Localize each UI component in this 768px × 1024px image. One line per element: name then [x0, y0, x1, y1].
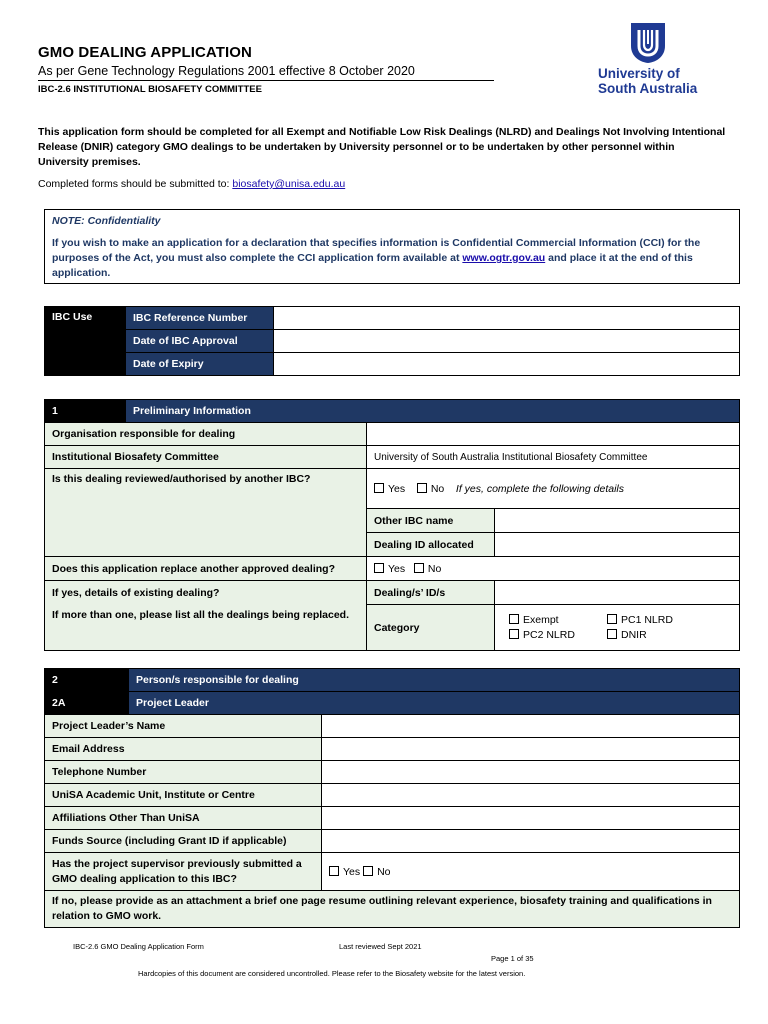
- telephone-number-label: Telephone Number: [45, 761, 322, 784]
- category-dnir-label: DNIR: [621, 628, 647, 641]
- submit-instruction: [38, 178, 345, 190]
- footer-reviewed: Last reviewed Sept 2021: [339, 942, 422, 951]
- replace-options: [367, 557, 740, 581]
- logo-line-2: South Australia: [598, 81, 698, 96]
- section-1-table: [44, 399, 740, 651]
- category-pc2-nlrd-label: PC2 NLRD: [523, 628, 575, 641]
- section-2-table: [44, 668, 740, 928]
- category-pc2-nlrd-checkbox[interactable]: [509, 629, 519, 639]
- footer-page-number: Page 1 of 35: [491, 954, 534, 963]
- section-2a-title: Project Leader: [129, 692, 740, 715]
- ibc-name-label: Institutional Biosafety Committee: [45, 446, 367, 469]
- logo-line-1: University of: [598, 66, 680, 81]
- telephone-number-field[interactable]: [322, 761, 740, 784]
- supervisor-yes-checkbox[interactable]: [329, 866, 339, 876]
- supervisor-yes-label: Yes: [343, 865, 361, 878]
- reviewed-by-other-ibc-label: Is this dealing reviewed/authorised by another IBC?: [45, 469, 367, 557]
- dealings-ids-field[interactable]: [495, 581, 740, 605]
- reviewed-options: [367, 469, 740, 509]
- section-2-title: Person/s responsible for dealing: [129, 669, 740, 692]
- other-ibc-name-label: Other IBC name: [367, 509, 495, 533]
- supervisor-no-label: No: [377, 865, 391, 878]
- unisa-shield-icon: [630, 22, 666, 64]
- project-leader-name-label: Project Leader’s Name: [45, 715, 322, 738]
- ibc-expiry-date-label: Date of Expiry: [126, 353, 274, 376]
- category-exempt-checkbox[interactable]: [509, 614, 519, 624]
- affiliations-label: Affiliations Other Than UniSA: [45, 807, 322, 830]
- email-address-label: Email Address: [45, 738, 322, 761]
- replace-yes-checkbox[interactable]: [374, 563, 384, 573]
- replace-no-checkbox[interactable]: [414, 563, 424, 573]
- ibc-expiry-date-field[interactable]: [274, 353, 740, 376]
- ibc-reference-label: IBC Reference Number: [126, 307, 274, 330]
- ibc-name-value[interactable]: University of South Australia Institutional Biosafety Committee: [367, 446, 740, 469]
- ogtr-link[interactable]: www.ogtr.gov.au: [462, 252, 546, 264]
- document-subtitle: As per Gene Technology Regulations 2001 effective 8 October 2020: [38, 64, 494, 81]
- category-options: [495, 605, 740, 651]
- category-label: Category: [367, 605, 495, 651]
- dealing-id-allocated-label: Dealing ID allocated: [367, 533, 495, 557]
- existing-dealing-cell: [45, 581, 367, 651]
- email-address-field[interactable]: [322, 738, 740, 761]
- section-1-number: 1: [45, 400, 126, 423]
- academic-unit-field[interactable]: [322, 784, 740, 807]
- category-pc1-nlrd-checkbox[interactable]: [607, 614, 617, 624]
- if-yes-instruction: If yes, complete the following details: [455, 482, 625, 495]
- ibc-use-table: [44, 306, 740, 376]
- ibc-approval-date-field[interactable]: [274, 330, 740, 353]
- section-2a-number: 2A: [45, 692, 129, 715]
- reviewed-yes-checkbox[interactable]: [374, 483, 384, 493]
- reviewed-yes-label: Yes: [388, 482, 406, 495]
- more-than-one-label: If more than one, please list all the dealings being replaced.: [52, 609, 349, 621]
- affiliations-field[interactable]: [322, 807, 740, 830]
- footer-form-name: IBC-2.6 GMO Dealing Application Form: [73, 942, 204, 951]
- note-body: If you wish to make an application for a declaration that specifies information is Confidential Commercial Information (CCI) for the purposes of the Act, you must also complete the CCI application form available at www.ogtr.gov.au and place it at the end of this application.: [52, 237, 701, 279]
- note-heading: NOTE: Confidentiality: [52, 215, 161, 227]
- replace-no-label: No: [427, 562, 442, 575]
- resume-note: If no, please provide as an attachment a brief one page resume outlining relevant experience, biosafety training and qualifications in relation to GMO work.: [45, 891, 740, 928]
- ibc-reference-field[interactable]: [274, 307, 740, 330]
- academic-unit-label: UniSA Academic Unit, Institute or Centre: [45, 784, 322, 807]
- other-ibc-name-field[interactable]: [495, 509, 740, 533]
- funds-source-label: Funds Source (including Grant ID if applicable): [45, 830, 322, 853]
- dealings-ids-label: Dealing/s’ ID/s: [367, 581, 495, 605]
- org-responsible-field[interactable]: [367, 423, 740, 446]
- section-2-number: 2: [45, 669, 129, 692]
- reviewed-no-checkbox[interactable]: [417, 483, 427, 493]
- footer-disclaimer: Hardcopies of this document are considered uncontrolled. Please refer to the Biosafety website for the latest version.: [138, 969, 526, 978]
- ibc-approval-date-label: Date of IBC Approval: [126, 330, 274, 353]
- supervisor-options: [322, 853, 740, 891]
- submit-email-link[interactable]: biosafety@unisa.edu.au: [232, 178, 346, 190]
- replace-dealing-label: Does this application replace another approved dealing?: [45, 557, 367, 581]
- project-leader-name-field[interactable]: [322, 715, 740, 738]
- section-1-title: Preliminary Information: [126, 400, 740, 423]
- document-title: GMO DEALING APPLICATION: [38, 44, 252, 61]
- dealing-id-allocated-field[interactable]: [495, 533, 740, 557]
- category-exempt-label: Exempt: [523, 613, 559, 626]
- category-dnir-checkbox[interactable]: [607, 629, 617, 639]
- intro-paragraph: This application form should be completed for all Exempt and Notifiable Low Risk Dealings (NLRD) and Dealings Not Involving Intentional Release (DNIR) category GMO dealings to be undertaken by University personnel or to be undertaken by other personnel within University premises.: [38, 126, 726, 168]
- existing-dealing-label: If yes, details of existing dealing?: [52, 587, 220, 599]
- supervisor-submitted-label: Has the project supervisor previously submitted a GMO dealing application to this IBC?: [45, 853, 322, 891]
- committee-subheading: IBC-2.6 INSTITUTIONAL BIOSAFETY COMMITTEE: [38, 84, 262, 95]
- supervisor-no-checkbox[interactable]: [363, 866, 373, 876]
- document-header: [38, 44, 494, 95]
- funds-source-field[interactable]: [322, 830, 740, 853]
- org-responsible-label: Organisation responsible for dealing: [45, 423, 367, 446]
- confidentiality-note: [44, 209, 740, 284]
- university-logo: [598, 22, 708, 96]
- replace-yes-label: Yes: [388, 562, 406, 575]
- submit-label: Completed forms should be submitted to:: [38, 178, 233, 190]
- ibc-use-label: IBC Use: [45, 307, 126, 376]
- reviewed-no-label: No: [430, 482, 445, 495]
- category-pc1-nlrd-label: PC1 NLRD: [621, 613, 673, 626]
